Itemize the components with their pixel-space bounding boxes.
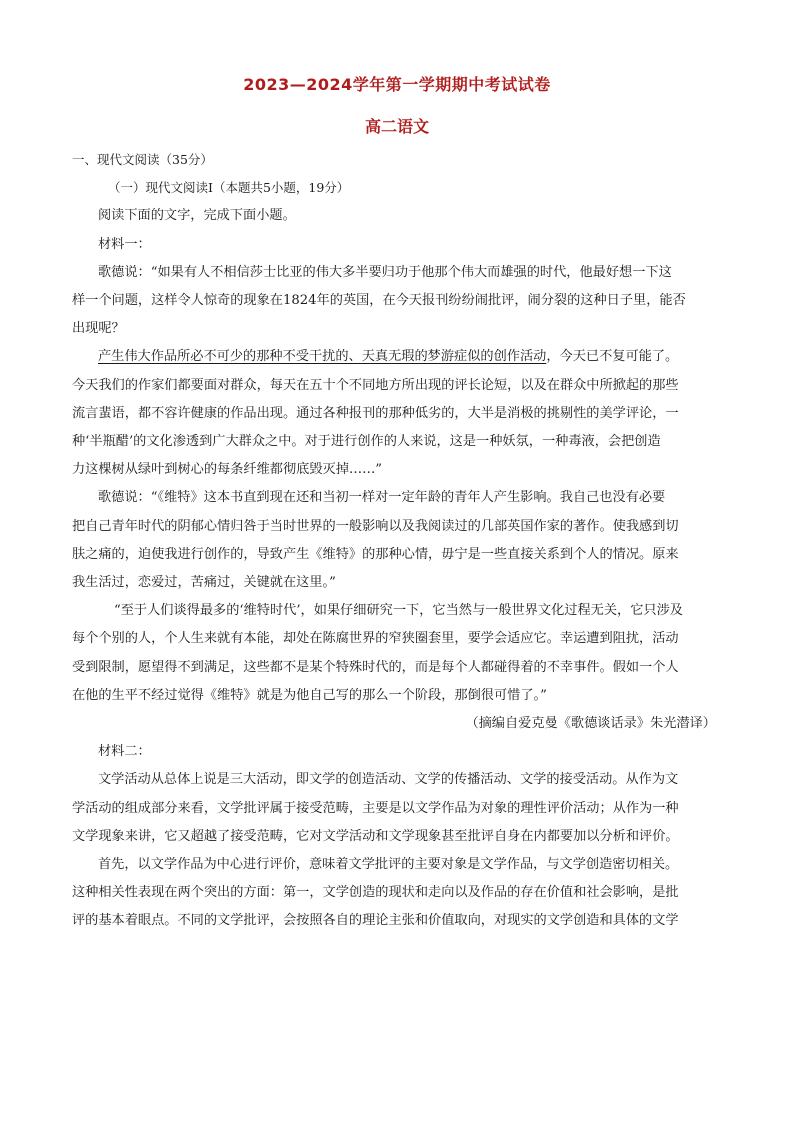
text-line: 力这棵树从绿叶到树心的每条纤维都彻底毁灭掉……” bbox=[72, 462, 383, 478]
subsection-heading: （一）现代文阅读Ⅰ（本题共5小题，19分） bbox=[108, 180, 350, 196]
text-line: 今天我们的作家们都要面对群众，每天在五十个不同地方所出现的评长论短，以及在群众中所掀起的那些 bbox=[72, 377, 679, 393]
text-line: 样一个问题，这样令人惊奇的现象在1824年的英国，在今天报刊纷纷闹批评，闹分裂的这种日子里，能否 bbox=[72, 293, 686, 309]
text-line: 歌德说：“《维特》这本书直到现在还和当初一样对一定年龄的青年人产生影响。我自己也没有必要 bbox=[98, 490, 666, 506]
material1-paragraph-4 bbox=[72, 597, 722, 710]
text-line: 文学现象来讲，它又超越了接受范畴，它对文学活动和文学现象甚至批评自身在内都要加以分析和评价。 bbox=[72, 828, 679, 844]
section-heading: 一、现代文阅读（35分） bbox=[72, 152, 213, 167]
text-line: 首先，以文学作品为中心进行评价，意味着文学批评的主要对象是文学作品，与文学创造密切相关。 bbox=[98, 857, 679, 873]
text-line: 在他的生平不经过觉得《维特》就是为他自己写的那么一个阶段，那倒很可惜了。” bbox=[72, 687, 547, 703]
material1-paragraph-2 bbox=[72, 343, 722, 484]
text-line bbox=[72, 343, 722, 371]
material2-paragraph-2 bbox=[72, 851, 722, 936]
material2-paragraph-1 bbox=[72, 766, 722, 851]
text-line: 评的基本着眼点。不同的文学批评，会按照各自的理论主张和价值取向，对现实的文学创造和具体的文学 bbox=[72, 913, 679, 929]
exam-subject: 高二语文 bbox=[364, 117, 429, 136]
instruction-text: 阅读下面的文字，完成下面小题。 bbox=[98, 208, 296, 224]
text-line: 学活动的组成部分来看，文学批评属于接受范畴，主要是以文学作品为对象的理性评价活动；从作为一种 bbox=[72, 800, 679, 816]
material1-label: 材料一： bbox=[98, 236, 151, 252]
material1-source: （摘编自爱克曼《歌德谈话录》朱光潜译） bbox=[465, 716, 716, 732]
text-line: 把自己青年时代的阴郁心情归咎于当时世界的一般影响以及我阅读过的几部英国作家的著作。使我感到切 bbox=[72, 518, 679, 534]
exam-body bbox=[72, 146, 722, 936]
text-line: 我生活过，恋爱过，苦痛过，关键就在这里。” bbox=[72, 575, 336, 591]
exam-title: 2023—2024学年第一学期期中考试试卷 bbox=[243, 75, 551, 94]
text-span: ，今天已不复可能了。 bbox=[546, 349, 679, 365]
material1-paragraph-1 bbox=[72, 259, 722, 344]
material1-paragraph-3 bbox=[72, 484, 722, 597]
text-line: 受到限制，愿望得不到满足，这些都不是某个特殊时代的，而是每个人都碰得着的不幸事件。假如一个人 bbox=[72, 659, 679, 675]
text-line: 出现呢？ bbox=[72, 321, 125, 337]
text-line: “至于人们谈得最多的‘维特时代’，如果仔细研究一下，它当然与一般世界文化过程无关，它只涉及 bbox=[114, 603, 683, 619]
text-line: 流言蜚语，都不容许健康的作品出现。通过各种报刊的那种低劣的，大半是消极的挑剔性的美学评论，一 bbox=[72, 405, 679, 421]
text-line: 每个个别的人，个人生来就有本能，却处在陈腐世界的窄狭圈套里，要学会适应它。幸运遭到阻扰，活动 bbox=[72, 631, 679, 647]
material2-label: 材料二： bbox=[98, 744, 151, 760]
text-line: 文学活动从总体上说是三大活动，即文学的创造活动、文学的传播活动、文学的接受活动。从作为文 bbox=[98, 772, 679, 788]
text-line: 这种相关性表现在两个突出的方面：第一，文学创造的现状和走向以及作品的存在价值和社会影响，是批 bbox=[72, 885, 679, 901]
text-line: 种‘半瓶醋’的文化渗透到广大群众之中。对于进行创作的人来说，这是一种妖氛，一种毒液，会把创造 bbox=[72, 434, 661, 450]
text-line: 歌德说：“如果有人不相信莎士比亚的伟大多半要归功于他那个伟大而雄强的时代，他最好想一下这 bbox=[98, 264, 672, 280]
underlined-sentence: 产生伟大作品所必不可少的那种不受干扰的、天真无瑕的梦游症似的创作活动 bbox=[98, 349, 547, 365]
text-line: 肤之痛的，迫使我进行创作的，导致产生《维特》的那种心情，毋宁是一些直接关系到个人的情况。原来 bbox=[72, 546, 679, 562]
